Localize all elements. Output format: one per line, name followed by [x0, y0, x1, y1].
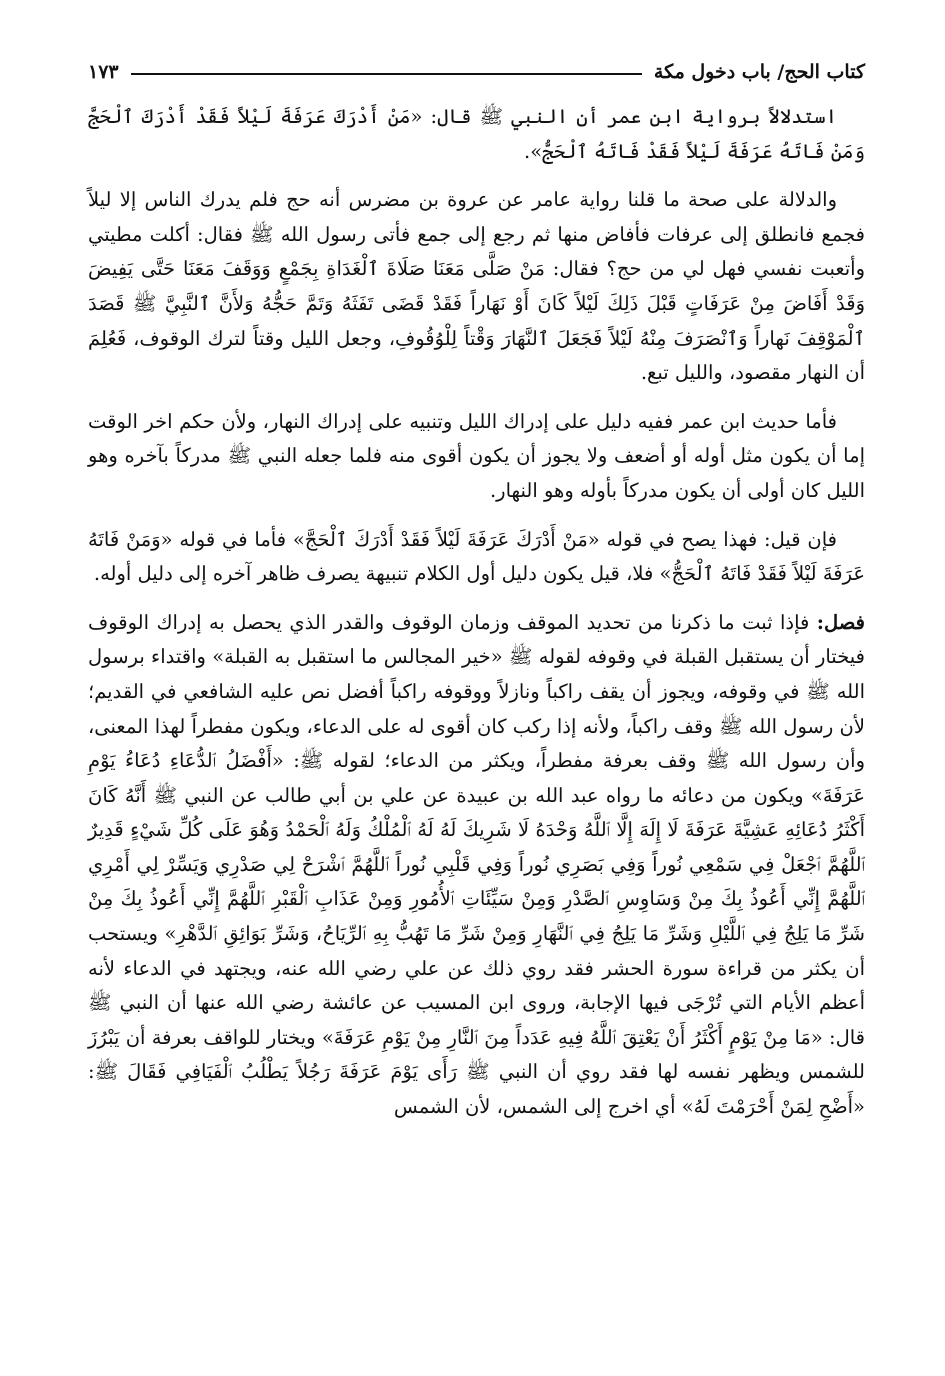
page-number: ١٧٣ — [88, 61, 119, 83]
paragraph-text: فأما حديث ابن عمر ففيه دليل على إدراك الليل وتنبيه على إدراك النهار، ولأن حكم اخر الوقت إما أن يكون مثل أوله أو أضعف ولا يجوز أن يكون أقوى منه فلما جعله النبي ﷺ مدركاً بآخره وهو الليل كان أولى أن يكون مدركاً بأوله وهو النهار. — [88, 409, 865, 502]
chapter-title: كتاب الحج/ باب دخول مكة — [653, 61, 865, 83]
paragraph-text: فإذا ثبت ما ذكرنا من تحديد الموقف وزمان الوقوف والقدر الذي يحصل به إدراك الوقوف فيختار أن يستقبل القبلة في وقوفه لقوله ﷺ «خير المجالس ما استقبل به القبلة» واقتداء برسول الله ﷺ في وقوفه، ويجوز أن يقف راكباً ونازلاً ووقوفه راكباً أفضل نص عليه الشافعي في القديم؛ لأن رسول الله ﷺ وقف راكباً، ولأنه إذا ركب كان أقوى له على الدعاء، ويكون مفطراً لهذا المعنى، وأن رسول الله ﷺ وقف بعرفة مفطراً، ويكثر من الدعاء؛ لقوله ﷺ: «أَفْضَلُ ٱلدُّعَاءِ دُعَاءُ يَوْمِ عَرَفَةَ» ويكون من دعائه ما رواه عبد الله بن عبيدة عن علي بن أبي طالب عن النبي ﷺ أَنَّهُ كَانَ أَكْثَرُ دُعَائِهِ عَشِيَّةَ عَرَفَةَ لَا إِلَهَ إِلَّا ٱللَّهُ وَحْدَهُ لَا شَرِيكَ لَهُ لَهُ ٱلْمُلْكُ وَلَهُ ٱلْحَمْدُ وَهُوَ عَلَى كُلِّ شَيْءٍ قَدِيرٌ ٱللَّهُمَّ ٱجْعَلْ فِي سَمْعِي نُوراً وَفِي بَصَرِي نُوراً وَفِي قَلْبِي نُوراً ٱللَّهُمَّ ٱشْرَحْ لِي صَدْرِي وَيَسِّرْ لِي أَمْرِي ٱللَّهُمَّ إِنِّي أَعُوذُ بِكَ مِنْ وَسَاوِسِ ٱلصَّدْرِ وَمِنْ سَيِّئَاتِ ٱلأُمُورِ وَمِنْ عَذَابِ ٱلْقَبْرِ ٱللَّهُمَّ إِنِّي أَعُوذُ بِكَ مِنْ شَرِّ مَا يَلِجُ فِي ٱللَّيْلِ وَشَرِّ مَا يَلِجُ فِي ٱلنَّهَارِ وَمِنْ شَرِّ مَا تَهُبُّ بِهِ ٱلرِّيَاحُ، وَشَرِّ بَوَائِقِ ٱلدَّهْرِ» ويستحب أن يكثر من قراءة سورة الحشر فقد روي ذلك عن علي رضي الله عنه، ويجتهد في الدعاء لأنه أعظم الأيام التي تُرْجَى فيها الإجابة، وروى ابن المسيب عن عائشة رضي الله عنها أن النبي ﷺ قال: «مَا مِنْ يَوْمٍ أَكْثَرُ أَنْ يَعْتِقَ ٱللَّهُ فِيهِ عَدَداً مِنَ ٱلنَّارِ مِنْ يَوْمِ عَرَفَةَ» ويختار للواقف بعرفة أن يَبْرُزَ للشمس ويظهر نفسه لها فقد روي أن النبي ﷺ رَأَى يَوْمَ عَرَفَةَ رَجُلاً يَطْلُبُ ٱلْفَيَافِي فَقَالَ ﷺ: «أَضْحِ لِمَنْ أَحْرَمْتَ لَهُ» أي اخرج إلى الشمس، لأن الشمس — [88, 610, 865, 1119]
running-header — [88, 50, 865, 94]
header-rule — [131, 73, 642, 75]
paragraph-4 — [88, 523, 865, 592]
paragraph-2 — [88, 183, 865, 391]
paragraph-text: والدلالة على صحة ما قلنا رواية عامر عن عروة بن مضرس أنه حج فلم يدرك الناس إلا ليلاً فجمع فانطلق إلى عرفات فأفاض منها ثم رجع إلى جمع فأتى رسول الله ﷺ فقال: أكلت مطيتي وأتعبت نفسي فهل لي من حج؟ فقال: مَنْ صَلَّى مَعَنَا صَلَاةَ ٱلْغَدَاةِ بِجَمْعٍ وَوَقَفَ مَعَنَا حَتَّى يَفِيضَ وَقَدْ أَفَاضَ مِنْ عَرَفَاتٍ قَبْلَ ذَلِكَ لَيْلاً كَانَ أَوْ نَهَاراً فَقَدْ قَضَى تَفَثَهُ وَتَمَّ حَجُّهُ وَلأَنَّ ٱلنَّبِيَّ ﷺ قَصَدَ ٱلْمَوْقِفَ نَهاراً وَٱنْصَرَفَ مِنْهُ لَيْلاً فَجَعَلَ ٱلنَّهَارَ وَقْتاً لِلْوُقُوفِ، وجعل الليل وقتاً لترك الوقوف، فَعُلِمَ أن النهار مقصود، والليل تبع. — [88, 188, 865, 385]
body-text — [88, 100, 865, 1125]
paragraph-fasl — [88, 606, 865, 1125]
paragraph-text: فإن قيل: فهذا يصح في قوله «مَنْ أَدْرَكَ عَرَفَةَ لَيْلاً فَقَدْ أَدْرَكَ ٱلْحَجَّ» فأما في قوله «وَمَنْ فَاتَهُ عَرَفَةَ لَيْلاً فَقَدْ فَاتَهُ ٱلْحَجُّ» فلا، قيل يكون دليل أول الكلام تنبيهة يصرف ظاهر آخره إلى دليل أوله. — [88, 527, 865, 586]
paragraph-3 — [88, 405, 865, 509]
paragraph-1 — [88, 100, 865, 169]
section-lead-fasl: فصل: — [816, 610, 865, 634]
paragraph-text: استدلالاً برواية ابن عمر أن النبي ﷺ قال: «مَنْ أَدْرَكَ عَرَفَةَ لَيْلاً فَقَدْ أَدْرَكَ ٱلْحَجَّ وَمَنْ فَاتَهُ عَرَفَةَ لَيْلاً فَقَدْ فَاتَهُ ٱلْحَجُّ». — [88, 105, 865, 163]
